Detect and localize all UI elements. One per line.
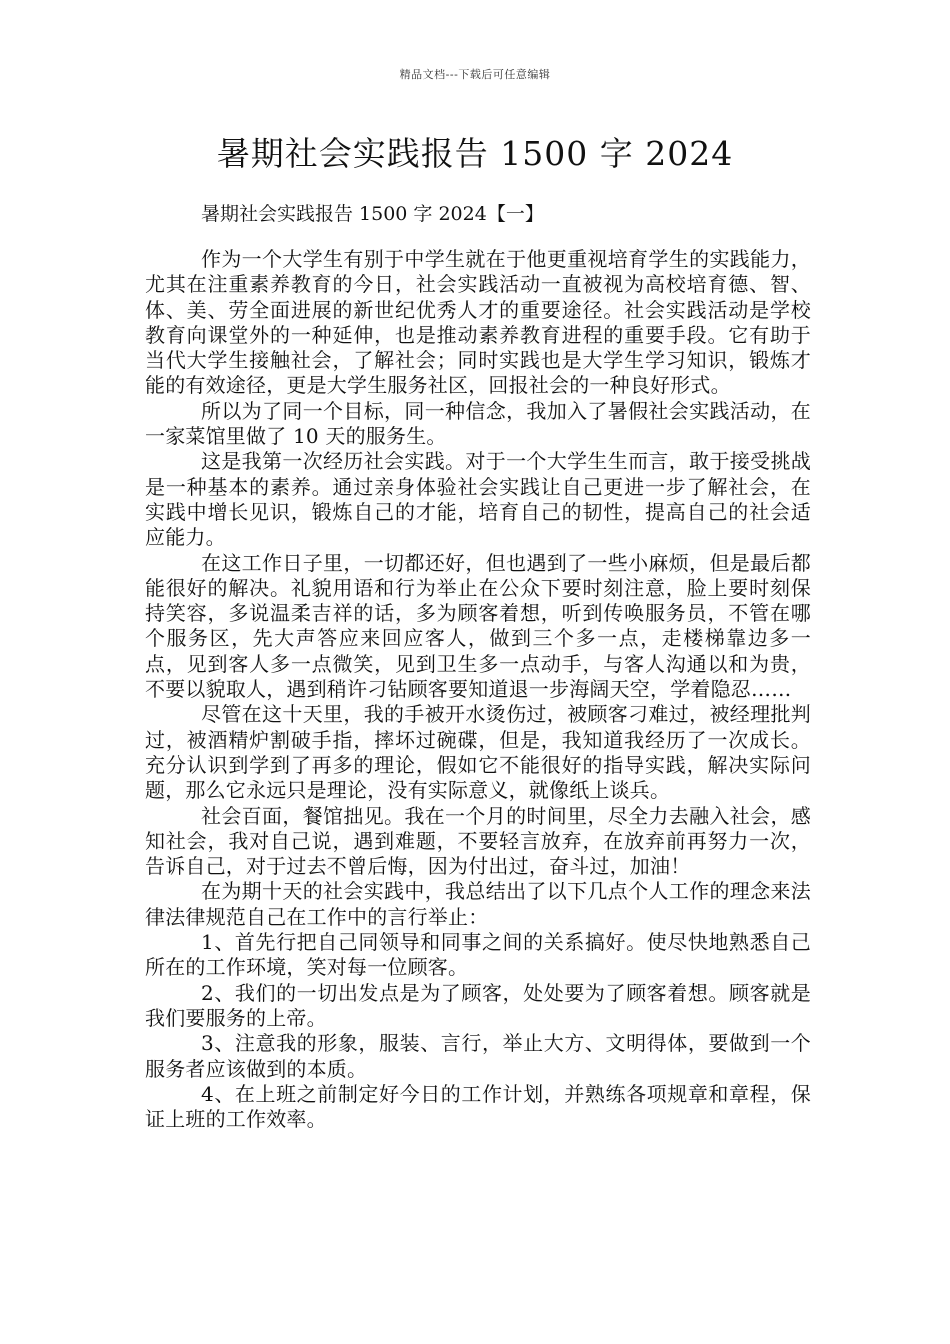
paragraph-work-days: 在这工作日子里，一切都还好，但也遇到了一些小麻烦，但是最后都能很好的解决。礼貌用语和行为举止在公众下要时刻注意，脸上要时刻保持笑容，多说温柔吉祥的话，多为顾客着想，听到传唤服务员，不管在哪个服务区，先大声答应来回应客人，做到三个多一点，走楼梯靠边多一点，见到客人多一点微笑，见到卫生多一点动手，与客人沟通以和为贵，不要以貌取人，遇到稍许刁钻顾客要知道退一步海阔天空，学着隐忍…… xyxy=(145,550,811,702)
list-item: 2、我们的一切出发点是为了顾客，处处要为了顾客着想。顾客就是我们要服务的上帝。 xyxy=(145,980,811,1030)
paragraph-society: 社会百面，餐馆拙见。我在一个月的时间里，尽全力去融入社会，感知社会，我对自己说，遇到难题，不要轻言放弃，在放弃前再努力一次，告诉自己，对于过去不曾后悔，因为付出过，奋斗过，加油！ xyxy=(145,803,811,879)
list-item: 4、在上班之前制定好今日的工作计划，并熟练各项规章和章程，保证上班的工作效率。 xyxy=(145,1081,811,1132)
paragraph-summary: 在为期十天的社会实践中，我总结出了以下几点个人工作的理念来法律法律规范自己在工作中的言行举止： xyxy=(145,879,811,929)
section-heading: 暑期社会实践报告 1500 字 2024【一】 xyxy=(201,203,544,225)
paragraph-intro: 作为一个大学生有别于中学生就在于他更重视培育学生的实践能力，尤其在注重素养教育的今日，社会实践活动一直被视为高校培育德、智、体、美、劳全面进展的新世纪优秀人才的重要途径。社会实践活动是学校教育向课堂外的一种延伸，也是推动素养教育进程的重要手段。它有助于当代大学生接触社会，了解社会；同时实践也是大学生学习知识，锻炼才能的有效途径，更是大学生服务社区，回报社会的一种良好形式。 xyxy=(145,247,811,398)
body-text xyxy=(145,247,811,1132)
paragraph-first-experience: 这是我第一次经历社会实践。对于一个大学生生而言，敢于接受挑战是一种基本的素养。通过亲身体验社会实践让自己更进一步了解社会，在实践中增长见识，锻炼自己的才能，培育自己的韧性，提高自己的社会适应能力。 xyxy=(145,449,811,550)
list-item: 3、注意我的形象，服装、言行，举止大方、文明得体，要做到一个服务者应该做到的本质。 xyxy=(145,1031,811,1081)
list-item: 1、首先行把自己同领导和同事之间的关系搞好。使尽快地熟悉自己所在的工作环境，笑对每一位顾客。 xyxy=(145,930,811,980)
document-title: 暑期社会实践报告 1500 字 2024 xyxy=(216,134,734,173)
paragraph-growth: 尽管在这十天里，我的手被开水烫伤过，被顾客刁难过，被经理批判过，被酒精炉割破手指，摔坏过碗碟，但是，我知道我经历了一次成长。充分认识到学到了再多的理论，假如它不能很好的指导实践，解决实际问题，那么它永远只是理论，没有实际意义，就像纸上谈兵。 xyxy=(145,702,811,803)
paragraph-joining: 所以为了同一个目标，同一种信念，我加入了暑假社会实践活动，在一家菜馆里做了 10 天的服务生。 xyxy=(145,398,811,449)
header-note: 精品文档---下载后可任意编辑 xyxy=(399,68,551,81)
